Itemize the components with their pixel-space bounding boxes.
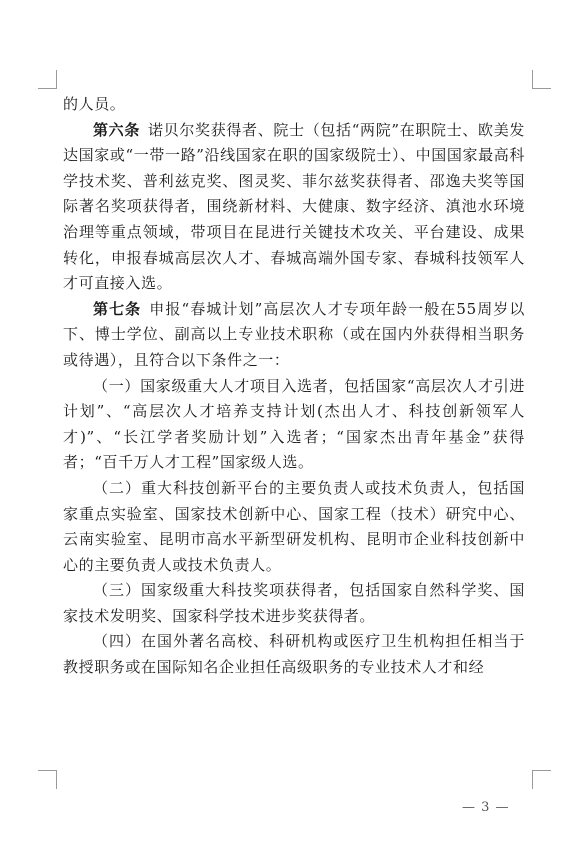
article-7-paragraph — [63, 297, 525, 374]
continuation-paragraph: 的人员。 — [63, 95, 126, 113]
condition-item-3: （三）国家级重大科技奖项获得者，包括国家自然科学奖、国家技术发明奖、国家科学技术进步奖获得者。 — [63, 581, 525, 625]
crop-mark-top-left — [38, 70, 57, 89]
crop-mark-top-right — [532, 70, 551, 89]
article-6-text: 诺贝尔奖获得者、院士（包括“两院”在职院士、欧美发达国家或“一带一路”沿线国家在职的国家级院士）、中国国家最高科学技术奖、普利兹克奖、图灵奖、菲尔兹奖获得者、邵逸夫奖等国际著名奖项获得者，围绕新材料、大健康、数字经济、滇池水环境治理等重点领域，带项目在昆进行关键技术攻关、平台建设、成果转化，申报春城高层次人才、春城高端外国专家、春城科技领军人才可直接入选。 — [63, 120, 525, 293]
crop-mark-bottom-right — [532, 770, 551, 789]
article-7-text: 申报“春城计划”高层次人才专项年龄一般在55周岁以下、博士学位、副高以上专业技术职称（或在国内外获得相当职务或待遇），且符合以下条件之一： — [63, 299, 525, 369]
article-6-paragraph — [63, 118, 525, 297]
condition-item-4: （四）在国外著名高校、科研机构或医疗卫生机构担任相当于教授职务或在国际知名企业担任高级职务的专业技术人才和经 — [63, 632, 525, 677]
crop-mark-bottom-left — [38, 770, 57, 789]
article-7-heading: 第七条 — [93, 299, 142, 318]
article-6-heading: 第六条 — [93, 120, 141, 139]
page-number: — 3 — — [462, 800, 510, 815]
condition-item-2: （二）重大科技创新平台的主要负责人或技术负责人，包括国家重点实验室、国家技术创新中心、国家工程（技术）研究中心、云南实验室、昆明市高水平新型研发机构、昆明市企业科技创新中心的主要负责人或技术负责人。 — [63, 478, 525, 574]
condition-item-1: （一）国家级重大人才项目入选者，包括国家“高层次人才引进计划”、“高层次人才培养支持计划(杰出人才、科技创新领军人才)”、“长江学者奖励计划”入选者；“国家杰出青年基金”获得者；“百千万人才工程”国家级人选。 — [63, 376, 525, 472]
document-body — [63, 92, 525, 681]
